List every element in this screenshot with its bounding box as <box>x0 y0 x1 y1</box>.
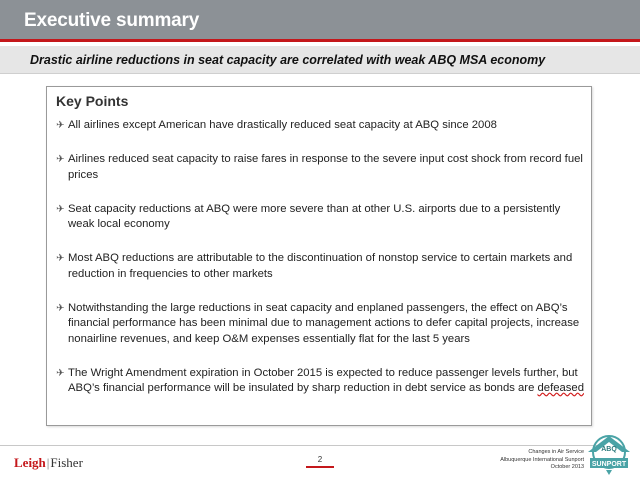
list-item <box>56 202 584 233</box>
airplane-icon: ✈ <box>56 367 65 379</box>
subtitle: Drastic airline reductions in seat capacity are correlated with weak ABQ MSA economy <box>30 53 546 67</box>
list-item-text: Airlines reduced seat capacity to raise fares in response to the severe input cost shock from record fuel prices <box>68 153 583 181</box>
page-title: Executive summary <box>24 10 200 31</box>
header-bar <box>0 0 640 42</box>
footer-line-1: Changes in Air Service <box>528 449 584 455</box>
list-item-text: Seat capacity reductions at ABQ were more severe than at other U.S. airports due to a persistently weak local economy <box>68 202 561 230</box>
key-points-list <box>56 118 584 415</box>
footer-line-2: Albuquerque International Sunport <box>500 456 584 463</box>
list-item-text: Most ABQ reductions are attributable to the discontinuation of nonstop service to certain markets and reduction in frequencies to other markets <box>68 252 573 280</box>
sunport-logo-bottom: SUNPORT <box>591 461 627 468</box>
misspelled-word: defeased <box>537 382 584 394</box>
footer-divider <box>0 445 600 446</box>
list-item <box>56 301 584 348</box>
list-item <box>56 118 584 134</box>
list-item <box>56 366 584 397</box>
list-item <box>56 251 584 282</box>
logo-fisher: Fisher <box>50 455 83 470</box>
airplane-icon: ✈ <box>56 302 65 314</box>
subtitle-bar <box>0 46 640 74</box>
key-points-box <box>46 86 592 426</box>
sunport-logo-top: ABQ <box>601 446 617 453</box>
list-item-text: Notwithstanding the large reductions in seat capacity and enplaned passengers, the effect on ABQ’s financial performance has been minimal due to management actions to defer capital projects, increase nonairline revenues, and keep O&M expenses essentially flat for the last 5 years <box>68 301 580 345</box>
footer-line-3: October 2013 <box>550 464 584 470</box>
sunport-tip <box>606 470 612 475</box>
list-item-text: The Wright Amendment expiration in October 2015 is expected to reduce passenger levels further, but ABQ’s financial performance will be insulated by sharp reduction in debt service as bonds are <box>68 366 578 394</box>
key-points-heading: Key Points <box>56 93 129 109</box>
airplane-icon: ✈ <box>56 203 65 215</box>
page-number: 2 <box>317 455 323 464</box>
logo-leigh: Leigh <box>14 455 46 470</box>
airplane-icon: ✈ <box>56 154 65 165</box>
list-item <box>56 152 584 183</box>
sunport-logo <box>584 432 634 476</box>
airplane-icon: ✈ <box>56 120 65 131</box>
logo-separator: | <box>46 455 50 470</box>
list-item-text: All airlines except American have drastically reduced seat capacity at ABQ since 2008 <box>68 119 497 131</box>
airplane-icon: ✈ <box>56 253 65 264</box>
footer-info <box>500 449 584 472</box>
page-number-underline <box>306 466 334 468</box>
leighfisher-logo <box>14 455 83 471</box>
